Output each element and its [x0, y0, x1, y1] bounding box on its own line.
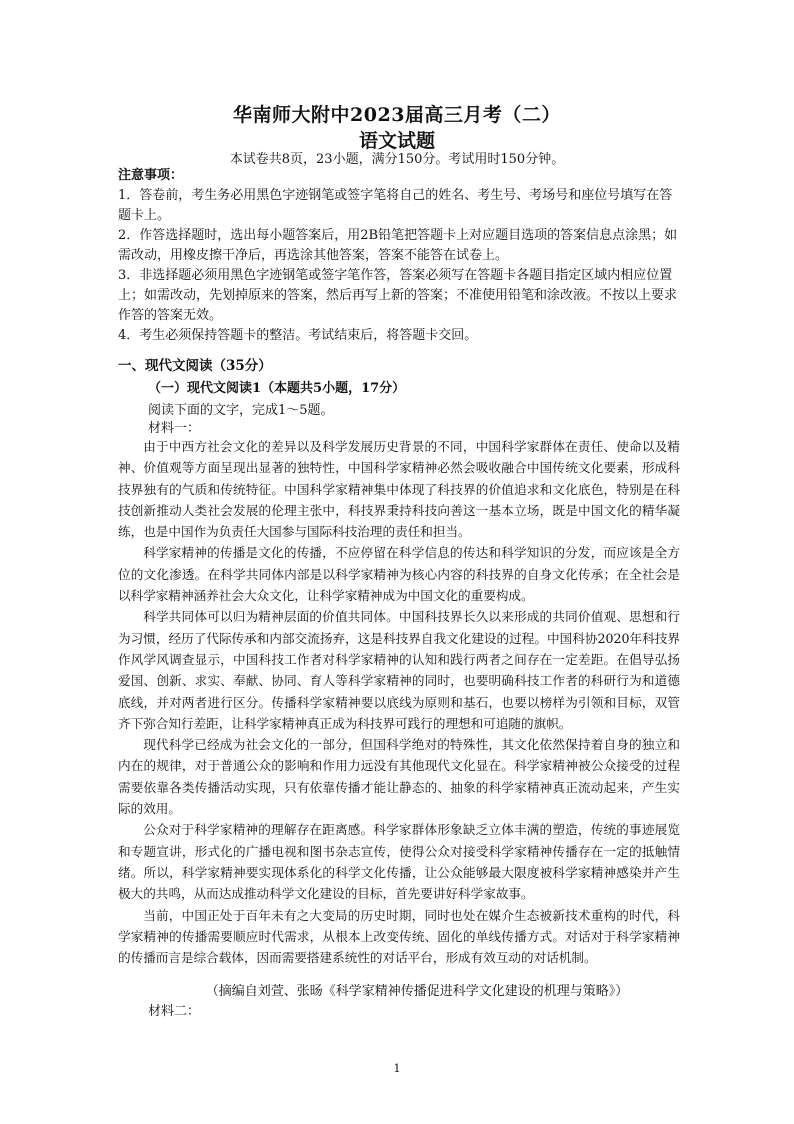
exam-info: 本试卷共8页，23小题，满分150分。考试用时150分钟。	[229, 152, 565, 167]
subsection-title: （一）现代文阅读1（本题共5小题，17分）	[148, 381, 406, 396]
material-two-label: 材料二：	[148, 1004, 201, 1019]
reading-instruction: 阅读下面的文字，完成1～5题。	[148, 403, 334, 418]
note-item: 2．作答选择题时，选出每小题答案后，用2B铅笔把答题卡上对应题目选项的答案信息点涂黑；如需改动，用橡皮擦干净后，再选涂其他答案，答案不能答在试卷上。	[118, 228, 678, 263]
material-one-body	[118, 436, 680, 968]
paragraph: 科学共同体可以归为精神层面的价值共同体。中国科技界长久以来形成的共同价值观、思想和行为习惯，经历了代际传承和内部交流扬弃，这是科技界自我文化建设的过程。中国科协2020年科技界作风学风调查显示，中国科技工作者对科学家精神的认知和践行两者之间存在一定差距。在倡导弘扬爱国、创新、求实、奉献、协同、育人等科学家精神的同时，也要明确科技工作者的科研行为和道德底线，并对两者进行区分。传播科学家精神要以底线为原则和基石，也要以榜样为引领和目标，双管齐下弥合知行差距，让科学家精神真正成为科技界可践行的理想和可追随的旗帜。	[118, 609, 680, 731]
exam-title: 华南师大附中2023届高三月考（二）	[233, 104, 561, 126]
page-number: 1	[393, 1062, 401, 1075]
paragraph: 当前，中国正处于百年未有之大变局的历史时期，同时也处在媒介生态被新技术重构的时代，科学家精神的传播需要顺应时代需求，从根本上改变传统、固化的单线传播方式。对话对于科学家精神的传播而言是综合载体，因而需要搭建系统性的对话平台，形成有效互动的对话机制。	[118, 907, 680, 966]
paragraph: 科学家精神的传播是文化的传播，不应停留在科学信息的传达和科学知识的分发，而应该是全方位的文化渗透。在科学共同体内部是以科学家精神为核心内容的科技界的自身文化传承；在全社会是以科学家精神涵养社会大众文化，让科学家精神成为中国文化的重要构成。	[118, 545, 680, 604]
note-item: 4．考生必须保持答题卡的整洁。考试结束后，将答题卡交回。	[118, 328, 478, 343]
paragraph: 现代科学已经成为社会文化的一部分，但国科学绝对的特殊性，其文化依然保持着自身的独立和内在的规律，对于普通公众的影响和作用力远没有其他现代文化显在。科学家精神被公众接受的过程需要依靠各类传播活动实现，只有依靠传播才能让静态的、抽象的科学家精神真正流动起来，产生实际的效用。	[118, 737, 680, 817]
note-item: 3．非选择题必须用黑色字迹钢笔或签字笔作答，答案必须写在答题卡各题目指定区域内相应位置上；如需改动，先划掉原来的答案，然后再写上新的答案；不准使用铅笔和涂改液。不按以上要求作答的答案无效。	[118, 268, 678, 323]
source-citation: （摘编自刘萱、张旸《科学家精神传播促进科学文化建设的机理与策略》）	[205, 984, 629, 999]
notes-block	[118, 166, 683, 346]
subject-title: 语文试题	[358, 130, 435, 152]
paragraph: 由于中西方社会文化的差异以及科学发展历史背景的不同，中国科学家群体在责任、使命以及精神、价值观等方面呈现出显著的独特性，中国科学家精神必然会吸收融合中国传统文化要素，形成科技界独有的气质和传统特征。中国科学家精神集中体现了科技界的价值追求和文化底色，特别是在科技创新推动人类社会发展的伦理主张中，科技界秉持科技向善这一基本立场，既是中国文化的精华凝练，也是中国作为负责任大国参与国际科技治理的责任和担当。	[118, 439, 680, 540]
section-title: 一、现代文阅读（35分）	[118, 358, 272, 374]
notes-heading: 注意事项：	[118, 168, 184, 183]
paragraph: 公众对于科学家精神的理解存在距离感。科学家群体形象缺乏立体丰满的塑造，传统的事迹展览和专题宣讲，形式化的广播电视和图书杂志宣传，使得公众对接受科学家精神传播存在一定的抵触情绪。所以，科学家精神要实现体系化的科学文化传播，让公众能够最大限度被科学家精神感染并产生极大的共鸣，从而达成推动科学文化建设的目标，首先要讲好科学家故事。	[118, 822, 680, 902]
material-one-label: 材料一：	[148, 421, 201, 436]
note-item: 1．答卷前，考生务必用黑色字迹钢笔或签字笔将自己的姓名、考生号、考场号和座位号填写在答题卡上。	[118, 188, 673, 223]
